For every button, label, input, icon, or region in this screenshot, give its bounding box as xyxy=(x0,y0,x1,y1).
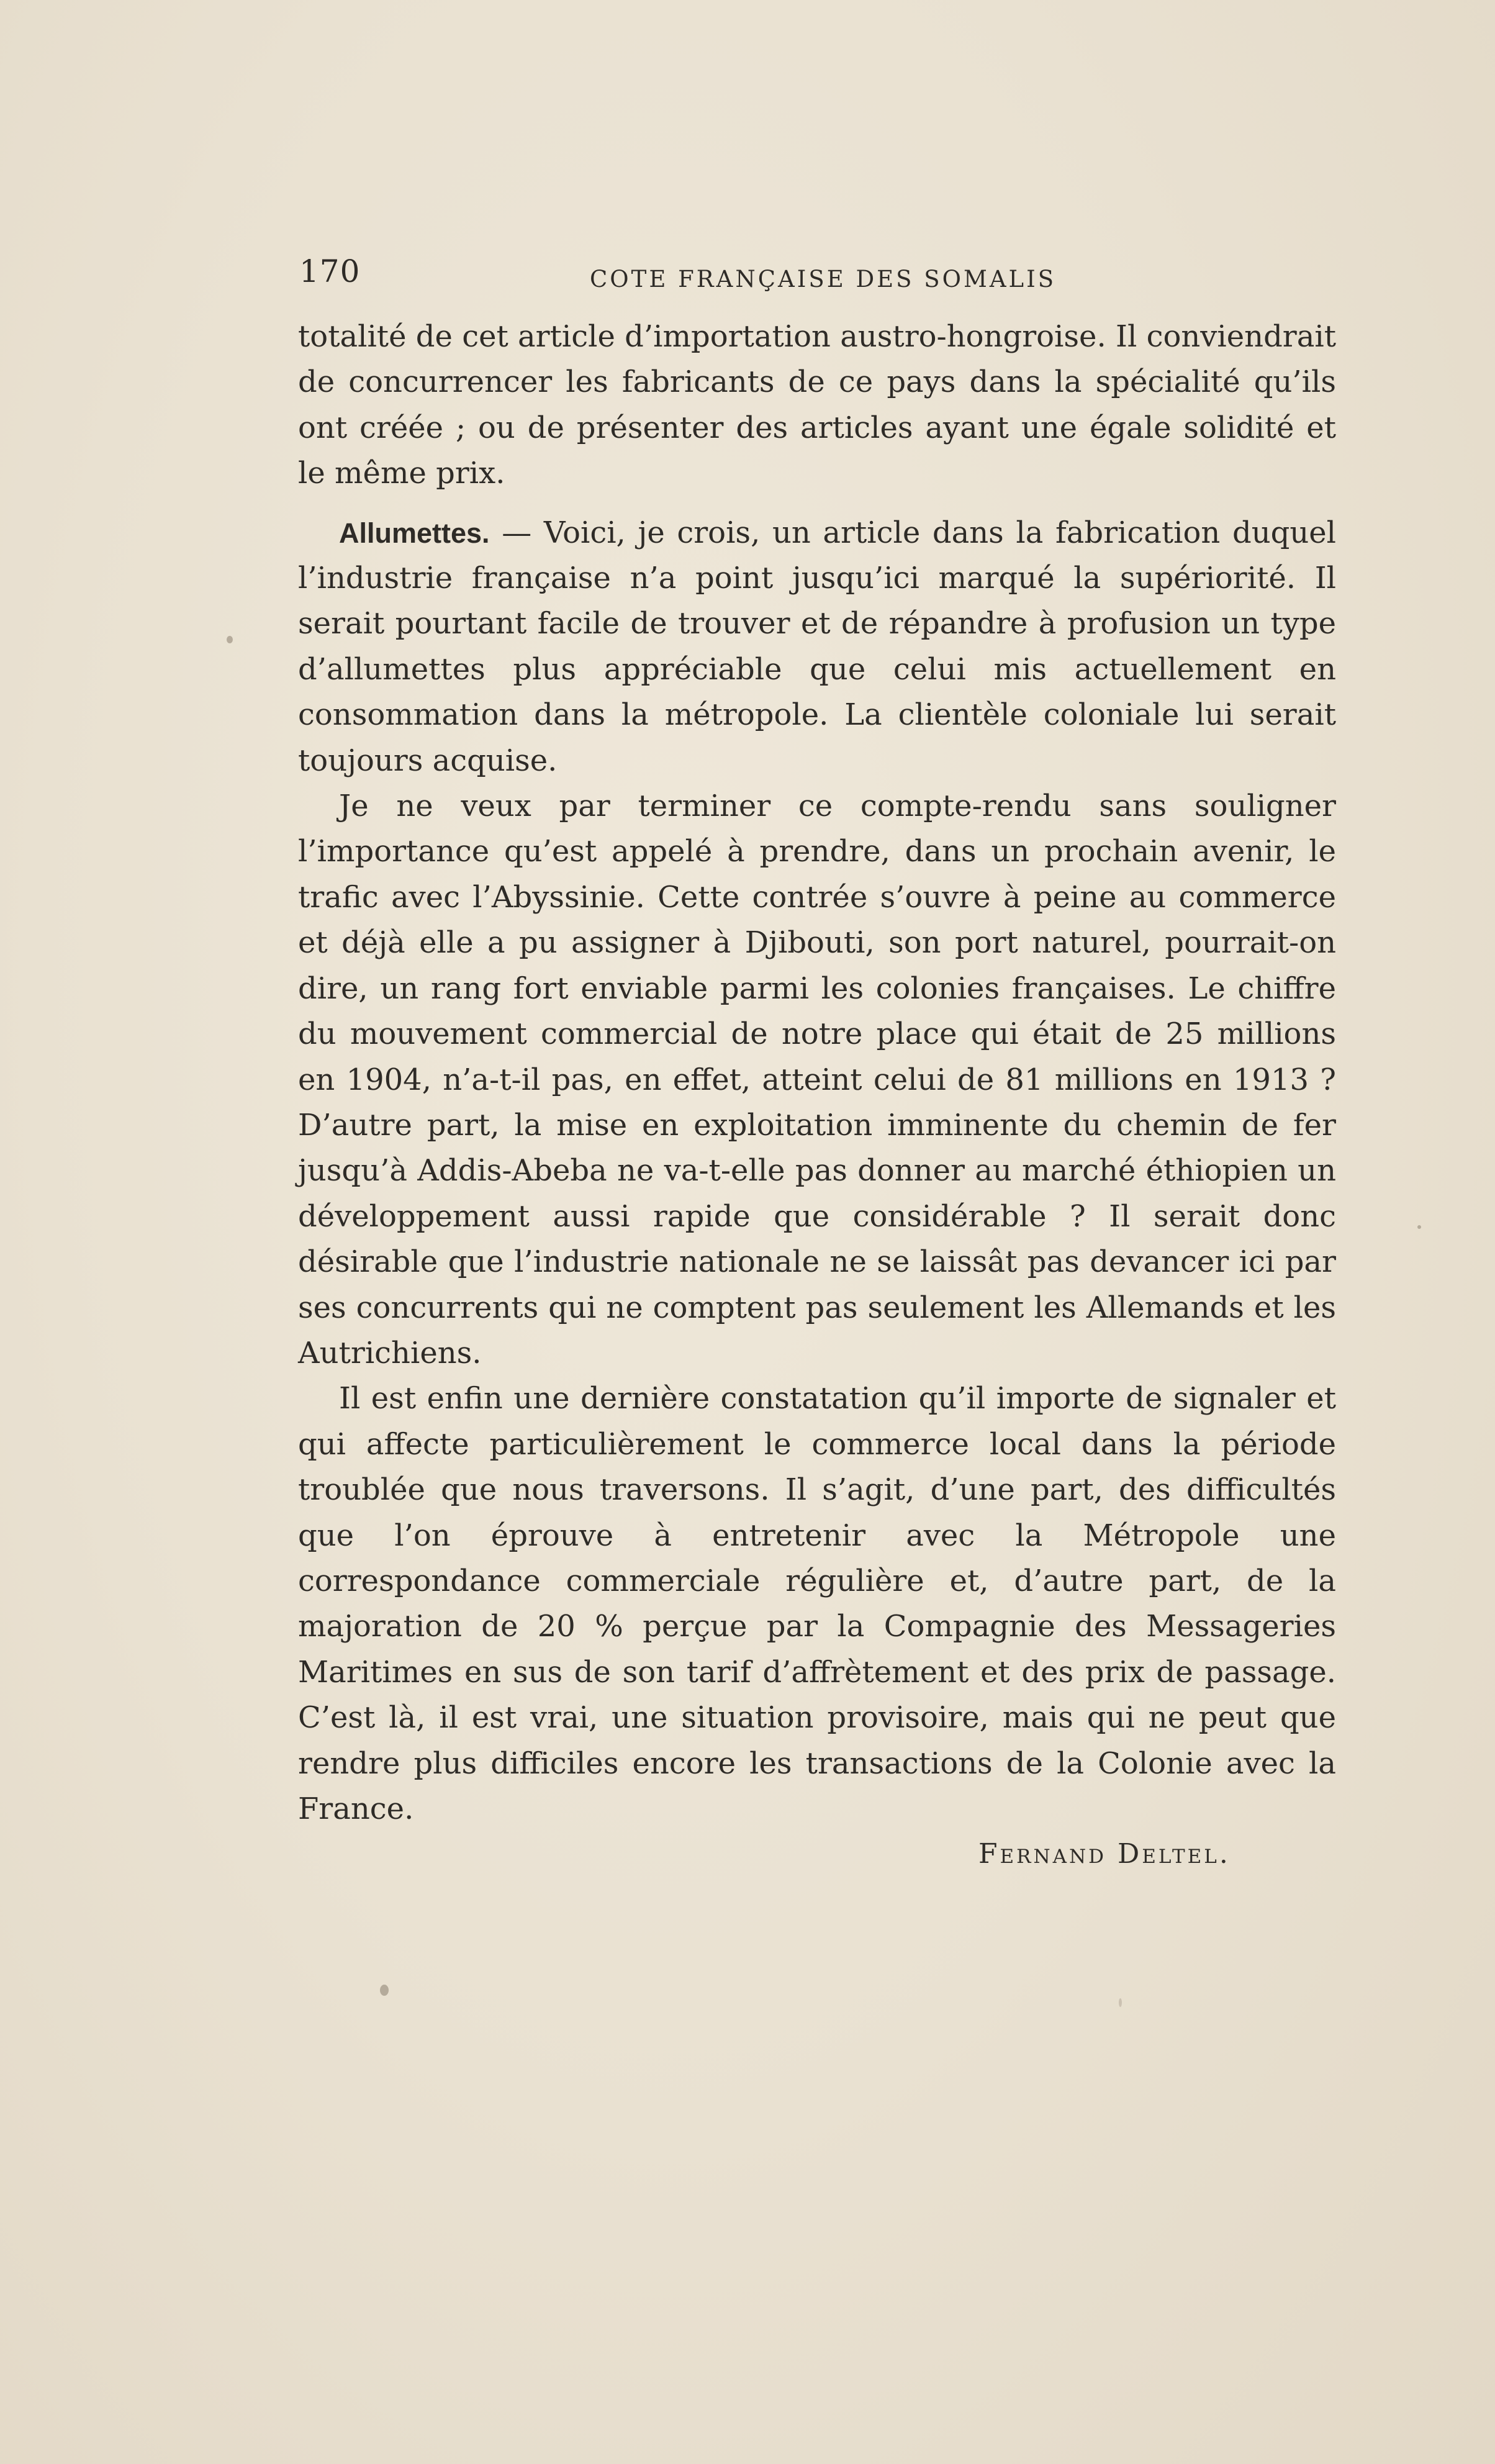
paragraph-allumettes xyxy=(298,510,1336,784)
paragraph-text: — Voici, je crois, un article dans la fabrication duquel l’industrie française n’a point jusqu’ici marqué la supériorité. Il serait pourtant facile de trouver et de répandre à profusion un type d’allumettes plus appréciable que celui mis actuellement en consommation dans la métropole. La clientèle coloniale lui serait toujours acquise. xyxy=(298,515,1336,778)
section-lead-word: Allumettes. xyxy=(339,517,490,549)
running-title: COTE FRANÇAISE DES SOMALIS xyxy=(590,266,1057,292)
paper-speck xyxy=(1417,1225,1421,1229)
author-signature: Fernand Deltel. xyxy=(978,1838,1231,1870)
page-number: 170 xyxy=(299,253,361,289)
paper-speck xyxy=(1119,1998,1122,2007)
paper-speck xyxy=(380,1985,389,1996)
paragraph-continuation xyxy=(298,314,1336,497)
article-body xyxy=(298,314,1336,1832)
paragraph-text: Il est enfin une dernière constatation qu’il importe de signaler et qui affecte particulièrement le commerce local dans la période troublée que nous traversons. Il s’agit, d’une part, des difficultés que l’on éprouve à entretenir avec la Métropole une correspondance commerciale régulière et, d’autre part, de la majoration de 20 % perçue par la Compagnie des Messageries Maritimes en sus de son tarif d’affrètement et des prix de passage. C’est là, il est vrai, une situation provisoire, mais qui ne peut que rendre plus difficiles encore les transactions de la Colonie avec la France. xyxy=(298,1381,1336,1826)
paragraph-text: Je ne veux par terminer ce compte-rendu sans souligner l’importance qu’est appelé à prendre, dans un prochain avenir, le trafic avec l’Abyssinie. Cette contrée s’ouvre à peine au commerce et déjà elle a pu assigner à Djibouti, son port naturel, pourrait-on dire, un rang fort enviable parmi les colonies françaises. Le chiffre du mouvement commercial de notre place qui était de 25 millions en 1904, n’a-t-il pas, en effet, atteint celui de 81 millions en 1913 ? D’autre part, la mise en exploitation imminente du chemin de fer jusqu’à Addis-Abeba ne va-t-elle pas donner au marché éthiopien un développement aussi rapide que considérable ? Il serait donc désirable que l’industrie nationale ne se laissât pas devancer ici par ses concurrents qui ne comptent pas seulement les Allemands et les Autrichiens. xyxy=(298,789,1336,1370)
paragraph-text: totalité de cet article d’importation austro-hongroise. Il conviendrait de concurrencer les fabricants de ce pays dans la spécialité qu’ils ont créée ; ou de présenter des articles ayant une égale solidité et le même prix. xyxy=(298,319,1336,491)
paragraph-abyssinie xyxy=(298,784,1336,1376)
paper-speck xyxy=(227,636,233,643)
paragraph-constatation xyxy=(298,1376,1336,1832)
